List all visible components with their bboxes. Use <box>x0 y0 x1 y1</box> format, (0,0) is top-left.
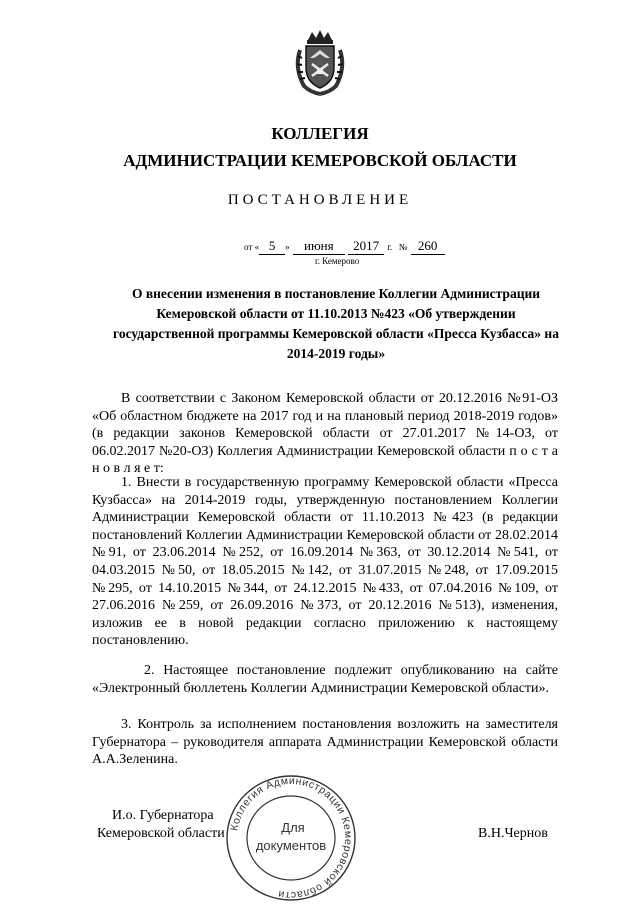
date-month: июня <box>293 238 345 255</box>
stamp-center-line1: Для <box>281 820 305 835</box>
decree-number: 260 <box>411 238 445 255</box>
decree-heading: О внесении изменения в постановление Коллегии Администрации Кемеровской области от 11.10.2013 №423 «Об утверждении государственной программы Кемеровской области «Пресса Кузбасса» на 2014-2019 годы» <box>113 286 559 361</box>
org-title-line2: АДМИНИСТРАЦИИ КЕМЕРОВСКОЙ ОБЛАСТИ <box>123 151 517 170</box>
official-stamp <box>223 772 359 904</box>
document-type: ПОСТАНОВЛЕНИЕ <box>227 192 413 208</box>
date-year: 2017 <box>348 238 384 255</box>
signatory-name: В.Н.Чернов <box>478 826 548 841</box>
paragraph-preamble: В соответствии с Законом Кемеровской области от 20.12.2016 №91-ОЗ «Об областном бюджете на 2017 год и на плановый период 2018-2019 годов» (в редакции законов Кемеровской области от 27.01.2017 №14-ОЗ, от 06.02.2017 №20-ОЗ) Коллегия Администрации Кемеровской области п о с т а н о в л я е т: <box>92 391 558 477</box>
date-day: 5 <box>259 238 285 255</box>
stamp-center-line2: документов <box>255 838 327 853</box>
stamp-ring-text: Коллегия Администрации Кемеровской области <box>228 774 355 902</box>
number-sign: № <box>398 242 408 252</box>
date-mid: » <box>285 242 290 252</box>
paragraph-item-3: 3. Контроль за исполнением постановления возложить на заместителя Губернатора – руководителя аппарата Администрации Кемеровской области А.А.Зеленина. <box>92 717 558 768</box>
paragraph-item-2: 2. Настоящее постановление подлежит опубликованию на сайте «Электронный бюллетень Коллегии Администрации Кемеровской области». <box>92 663 558 696</box>
decree-date <box>244 238 445 255</box>
signatory-position-line1: И.о. Губернатора <box>112 808 214 823</box>
signatory-position-line2: Кемеровской области <box>97 826 225 841</box>
city: г. Кемерово <box>315 256 360 266</box>
org-title-line1: КОЛЛЕГИЯ <box>271 124 369 143</box>
coat-of-arms-icon <box>290 28 350 98</box>
date-prefix: от « <box>244 242 260 252</box>
date-year-suffix: г. <box>387 242 393 252</box>
paragraph-item-1: 1. Внести в государственную программу Кемеровской области «Пресса Кузбасса» на 2014-2019 годы, утвержденную постановлением Коллегии Администрации Кемеровской области от 11.10.2013 №423 (в редакции постановлений Коллегии Администрации Кемеровской области от 28.02.2014 №91, от 23.06.2014 №252, от 16.09.2014 №363, от 30.12.2014 №541, от 04.03.2015 №50, от 18.05.2015 №142, от 31.07.2015 №248, от 17.09.2015 №295, от 14.10.2015 №344, от 24.12.2015 №433, от 07.04.2016 №109, от 27.06.2016 №259, от 26.09.2016 №373, от 20.12.2016 №513), изменения, изложив ее в новой редакции согласно приложению к настоящему постановлению. <box>92 475 558 649</box>
